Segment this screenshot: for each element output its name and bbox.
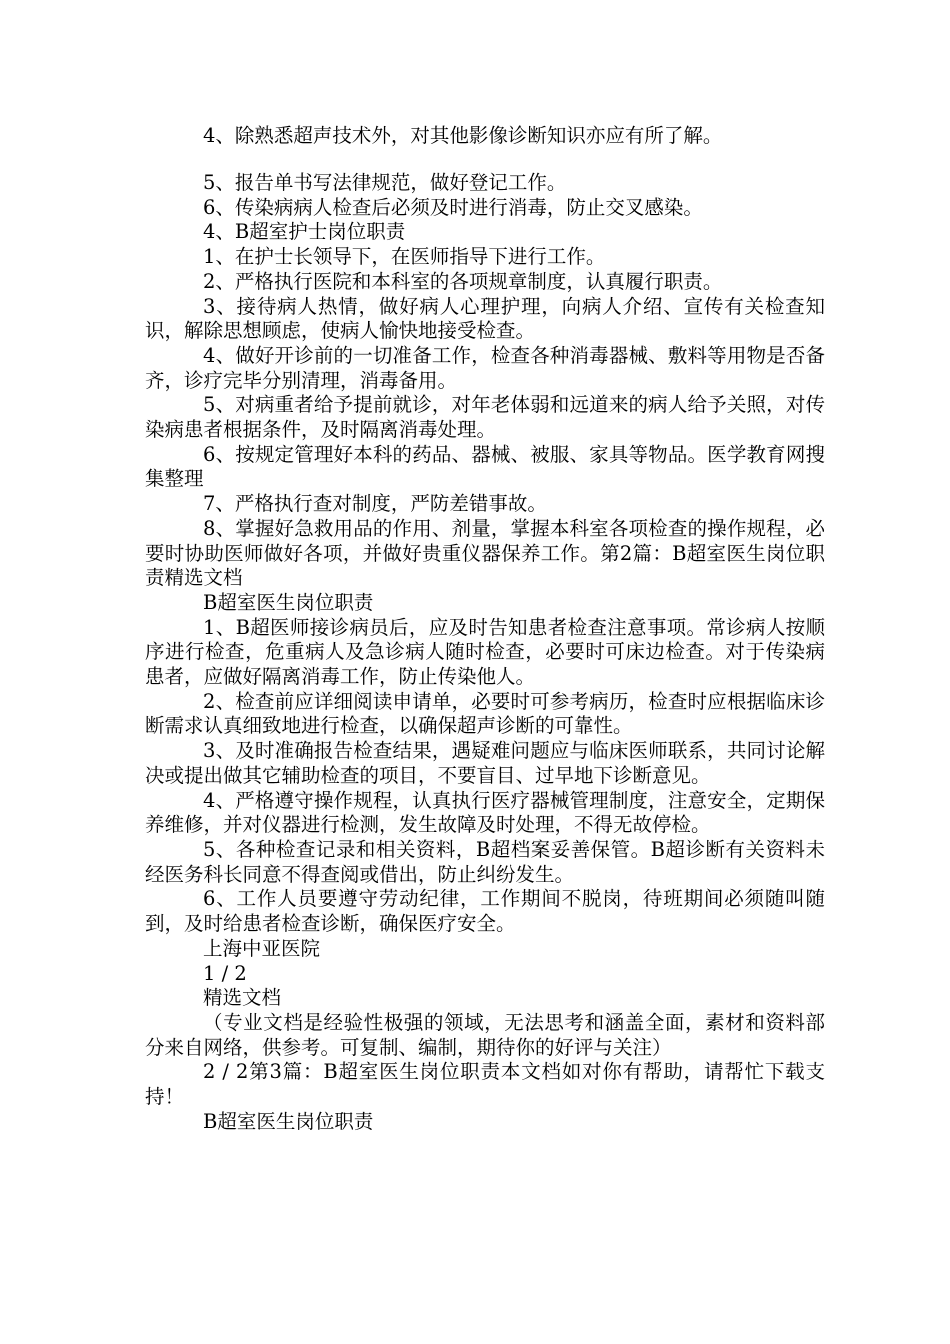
paragraph: 4、严格遵守操作规程，认真执行医疗器械管理制度，注意安全，定期保养维修，并对仪器进行检测，发生故障及时处理，不得无故停检。	[145, 788, 825, 837]
paragraph: 1、B超医师接诊病员后，应及时告知患者检查注意事项。常诊病人按顺序进行检查，危重病人及急诊病人随时检查，必要时可床边检查。对于传染病患者，应做好隔离消毒工作，防止传染他人。	[145, 615, 825, 689]
page-number: 1 / 2	[203, 961, 247, 985]
document-body	[145, 122, 825, 1134]
paragraph: 3、接待病人热情，做好病人心理护理，向病人介绍、宣传有关检查知识，解除思想顾虑，使病人愉快地接受检查。	[145, 294, 825, 343]
disclaimer-note: （专业文档是经验性极强的领域，无法思考和涵盖全面，素材和资料部分来自网络，供参考。可复制、编制，期待你的好评与关注）	[145, 1010, 825, 1059]
paragraph: 8、掌握好急救用品的作用、剂量，掌握本科室各项检查的操作规程，必要时协助医师做好各项，并做好贵重仪器保养工作。第2篇：B超室医生岗位职责精选文档	[145, 516, 825, 590]
paragraph: 5、对病重者给予提前就诊，对年老体弱和远道来的病人给予关照，对传染病患者根据条件，及时隔离消毒处理。	[145, 393, 825, 442]
document-label: 精选文档	[203, 986, 282, 1010]
paragraph: 7、严格执行查对制度，严防差错事故。	[203, 492, 547, 516]
paragraph: 4、做好开诊前的一切准备工作，检查各种消毒器械、敷料等用物是否备齐，诊疗完毕分别清理，消毒备用。	[145, 343, 825, 392]
paragraph: 6、传染病病人检查后必须及时进行消毒，防止交叉感染。	[203, 195, 703, 219]
section-heading: B超室医生岗位职责	[203, 1109, 374, 1133]
paragraph: 5、各种检查记录和相关资料，B超档案妥善保管。B超诊断有关资料未经医务科长同意不得查阅或借出，防止纠纷发生。	[145, 837, 825, 886]
paragraph: 6、工作人员要遵守劳动纪律，工作期间不脱岗，待班期间必须随叫随到，及时给患者检查诊断，确保医疗安全。	[145, 887, 825, 936]
paragraph: 3、及时准确报告检查结果，遇疑难问题应与临床医师联系，共同讨论解决或提出做其它辅助检查的项目，不要盲目、过早地下诊断意见。	[145, 739, 825, 787]
paragraph: 1、在护士长领导下，在医师指导下进行工作。	[203, 245, 606, 269]
paragraph: 5、报告单书写法律规范，做好登记工作。	[203, 171, 567, 194]
paragraph: 2 / 2第3篇：B超室医生岗位职责本文档如对你有帮助，请帮忙下载支持！	[145, 1060, 825, 1109]
section-heading: B超室医生岗位职责	[203, 590, 374, 614]
section-heading: 4、B超室护士岗位职责	[203, 220, 406, 244]
paragraph: 6、按规定管理好本科的药品、器械、被服、家具等物品。医学教育网搜集整理	[145, 442, 825, 491]
paragraph: 2、检查前应详细阅读申请单，必要时可参考病历，检查时应根据临床诊断需求认真细致地进行检查，以确保超声诊断的可靠性。	[145, 689, 825, 738]
paragraph: 2、严格执行医院和本科室的各项规章制度，认真履行职责。	[203, 269, 723, 293]
hospital-name: 上海中亚医院	[203, 936, 321, 960]
paragraph-first-line: 4、除熟悉超声技术外，对其他影像诊断知识亦应有所了解。	[203, 124, 723, 147]
